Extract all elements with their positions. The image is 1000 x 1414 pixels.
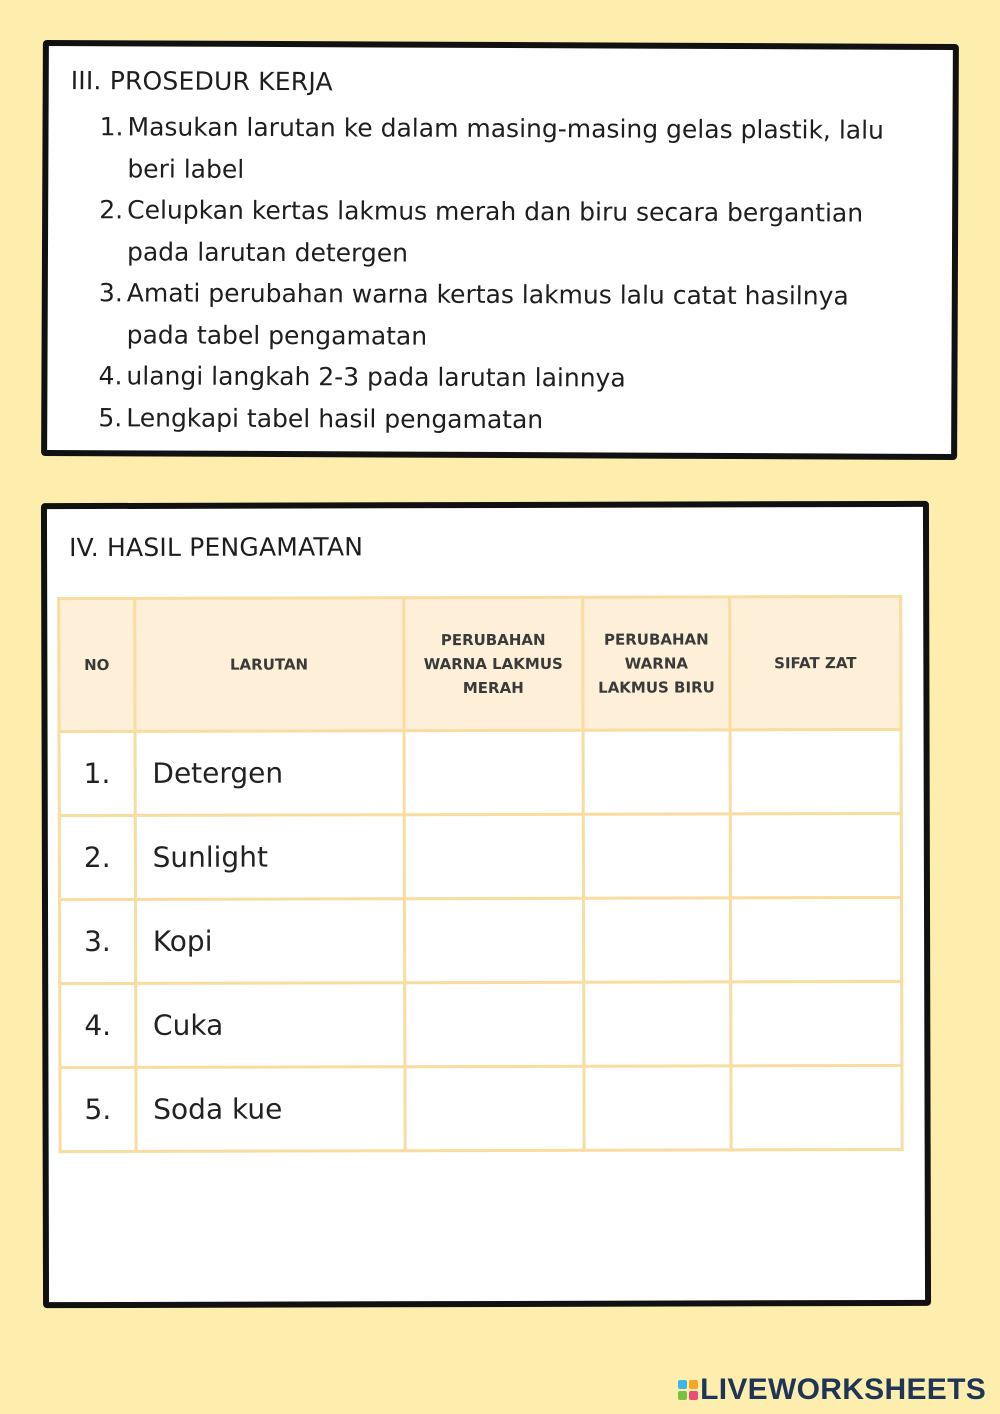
header-larutan: LARUTAN bbox=[134, 598, 403, 732]
table-row bbox=[60, 981, 902, 1067]
procedure-step bbox=[78, 106, 908, 193]
step-number: 5. bbox=[98, 402, 123, 432]
row-number: 3. bbox=[59, 899, 135, 983]
procedure-title: III. PROSEDUR KERJA bbox=[70, 66, 333, 97]
results-card bbox=[41, 501, 931, 1308]
liveworksheets-logo-icon bbox=[678, 1380, 698, 1400]
sifat-zat-answer[interactable] bbox=[730, 897, 901, 981]
header-lakmus-biru: PERUBAHAN WARNA LAKMUS BIRU bbox=[583, 597, 730, 730]
step-number: 4. bbox=[98, 361, 123, 391]
procedure-step bbox=[78, 272, 908, 359]
lakmus-biru-answer[interactable] bbox=[584, 1066, 731, 1150]
procedure-card bbox=[41, 40, 959, 460]
header-sifat-zat: SIFAT ZAT bbox=[730, 596, 901, 729]
step-text: ulangi langkah 2-3 pada larutan lainnya bbox=[126, 361, 626, 393]
table-row bbox=[59, 813, 901, 899]
lakmus-biru-answer[interactable] bbox=[583, 730, 730, 814]
step-text: Celupkan kertas lakmus merah dan biru secara bergantian pada larutan detergen bbox=[126, 195, 864, 268]
table-row bbox=[60, 1065, 902, 1151]
row-number: 5. bbox=[60, 1067, 136, 1151]
sifat-zat-answer[interactable] bbox=[731, 1065, 902, 1149]
larutan-name: Detergen bbox=[135, 731, 404, 816]
sifat-zat-answer[interactable] bbox=[730, 813, 901, 897]
table-row bbox=[59, 729, 901, 815]
logo-square bbox=[689, 1380, 698, 1389]
table-row bbox=[59, 897, 901, 983]
lakmus-merah-answer[interactable] bbox=[404, 730, 584, 814]
brand-text: LIVEWORKSHEETS bbox=[700, 1373, 986, 1406]
step-text: Lengkapi tabel hasil pengamatan bbox=[126, 402, 544, 434]
lakmus-merah-answer[interactable] bbox=[404, 814, 584, 898]
procedure-step bbox=[78, 189, 908, 276]
sifat-zat-answer[interactable] bbox=[730, 729, 901, 813]
lakmus-merah-answer[interactable] bbox=[404, 898, 584, 982]
step-number: 2. bbox=[99, 195, 124, 225]
procedure-steps bbox=[77, 106, 908, 442]
table-header-row bbox=[59, 596, 901, 731]
header-no: NO bbox=[59, 598, 135, 731]
procedure-step bbox=[77, 397, 907, 442]
step-text: Amati perubahan warna kertas lakmus lalu catat hasilnya pada tabel pengamatan bbox=[126, 278, 849, 351]
procedure-step bbox=[77, 355, 907, 400]
larutan-name: Cuka bbox=[135, 983, 404, 1068]
larutan-name: Sunlight bbox=[135, 815, 404, 900]
larutan-name: Soda kue bbox=[136, 1067, 405, 1152]
row-number: 1. bbox=[59, 731, 135, 815]
observation-table bbox=[57, 595, 903, 1153]
lakmus-biru-answer[interactable] bbox=[583, 814, 730, 898]
step-number: 3. bbox=[98, 278, 123, 308]
step-number: 1. bbox=[99, 112, 124, 142]
logo-square bbox=[678, 1380, 687, 1389]
step-text: Masukan larutan ke dalam masing-masing gelas plastik, lalu beri label bbox=[127, 112, 884, 184]
lakmus-biru-answer[interactable] bbox=[584, 898, 731, 982]
lakmus-merah-answer[interactable] bbox=[405, 1066, 585, 1150]
larutan-name: Kopi bbox=[135, 899, 404, 984]
lakmus-merah-answer[interactable] bbox=[404, 982, 584, 1066]
results-title: IV. HASIL PENGAMATAN bbox=[69, 532, 364, 563]
row-number: 4. bbox=[60, 983, 136, 1067]
row-number: 2. bbox=[59, 815, 135, 899]
logo-square bbox=[678, 1391, 687, 1400]
liveworksheets-brand bbox=[678, 1373, 986, 1407]
sifat-zat-answer[interactable] bbox=[731, 981, 902, 1065]
logo-square bbox=[689, 1391, 698, 1400]
header-lakmus-merah: PERUBAHAN WARNA LAKMUS MERAH bbox=[403, 597, 583, 730]
lakmus-biru-answer[interactable] bbox=[584, 982, 731, 1066]
